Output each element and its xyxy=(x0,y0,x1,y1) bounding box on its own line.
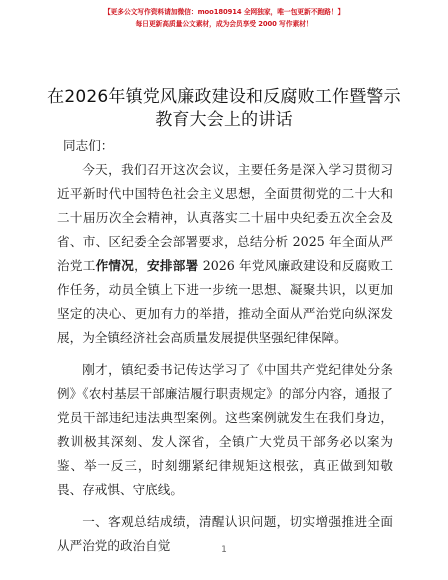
promo-banner-line-1: 【更多公文写作资料请加微信：moo180914 全网独家，唯一包更新不跑路！】 xyxy=(103,8,345,16)
promo-banner-line-2: 每日更新高质量公文素材，成为会员享受 2000 写作素材！ xyxy=(135,20,313,28)
paragraph-1-text-c: 2026 年党风廉政建设和反腐败工作任务，动员全镇上下进一步统一思想、凝聚共识，以更加坚定的决心、更加有力的举措，推动全面从严治党向纵深发展，为全镇经济社会高质量发展提供坚强纪律保障。 xyxy=(57,258,394,345)
paragraph-2: 刚才，镇纪委书记传达学习了《中国共产党纪律处分条例》《农村基层干部廉洁履行职责规定》的部分内容，通报了党员干部违纪违法典型案例。这些案例就发生在我们身边，教训极其深刻、发人深省，全镇广大党员干部务必以案为鉴、举一反三，时刻绷紧纪律规矩这根弦，真正做到知敬畏、存戒惧、守底线。 xyxy=(57,362,393,497)
paragraph-1-bold-2: 安排部署 xyxy=(147,258,199,273)
document-body xyxy=(57,134,393,566)
promo-banner xyxy=(0,6,448,30)
paragraph-1 xyxy=(57,158,393,350)
section-heading-1: 一、客观总结成绩，清醒认识问题，切实增强推进全面从严治党的政治自觉 xyxy=(57,514,393,553)
greeting: 同志们： xyxy=(63,138,114,153)
paragraph-1-bold-1: 作情况 xyxy=(95,258,135,273)
paragraph-1-text-a: 今天，我们召开这次会议，主要任务是深入学习贯彻习近平新时代中国特色社会主义思想，全面贯彻党的二十大和二十届历次全会精神，认真落实二十届中央纪委五次全会及省、市、区纪委全会部署要求，总结分析 2025 年全面从严治党工 xyxy=(57,162,393,273)
page-number: 1 xyxy=(221,545,227,555)
document-title: 在2026年镇党风廉政建设和反腐败工作暨警示教育大会上的讲话 xyxy=(47,87,401,130)
paragraph-1-text-b: ， xyxy=(134,258,148,273)
